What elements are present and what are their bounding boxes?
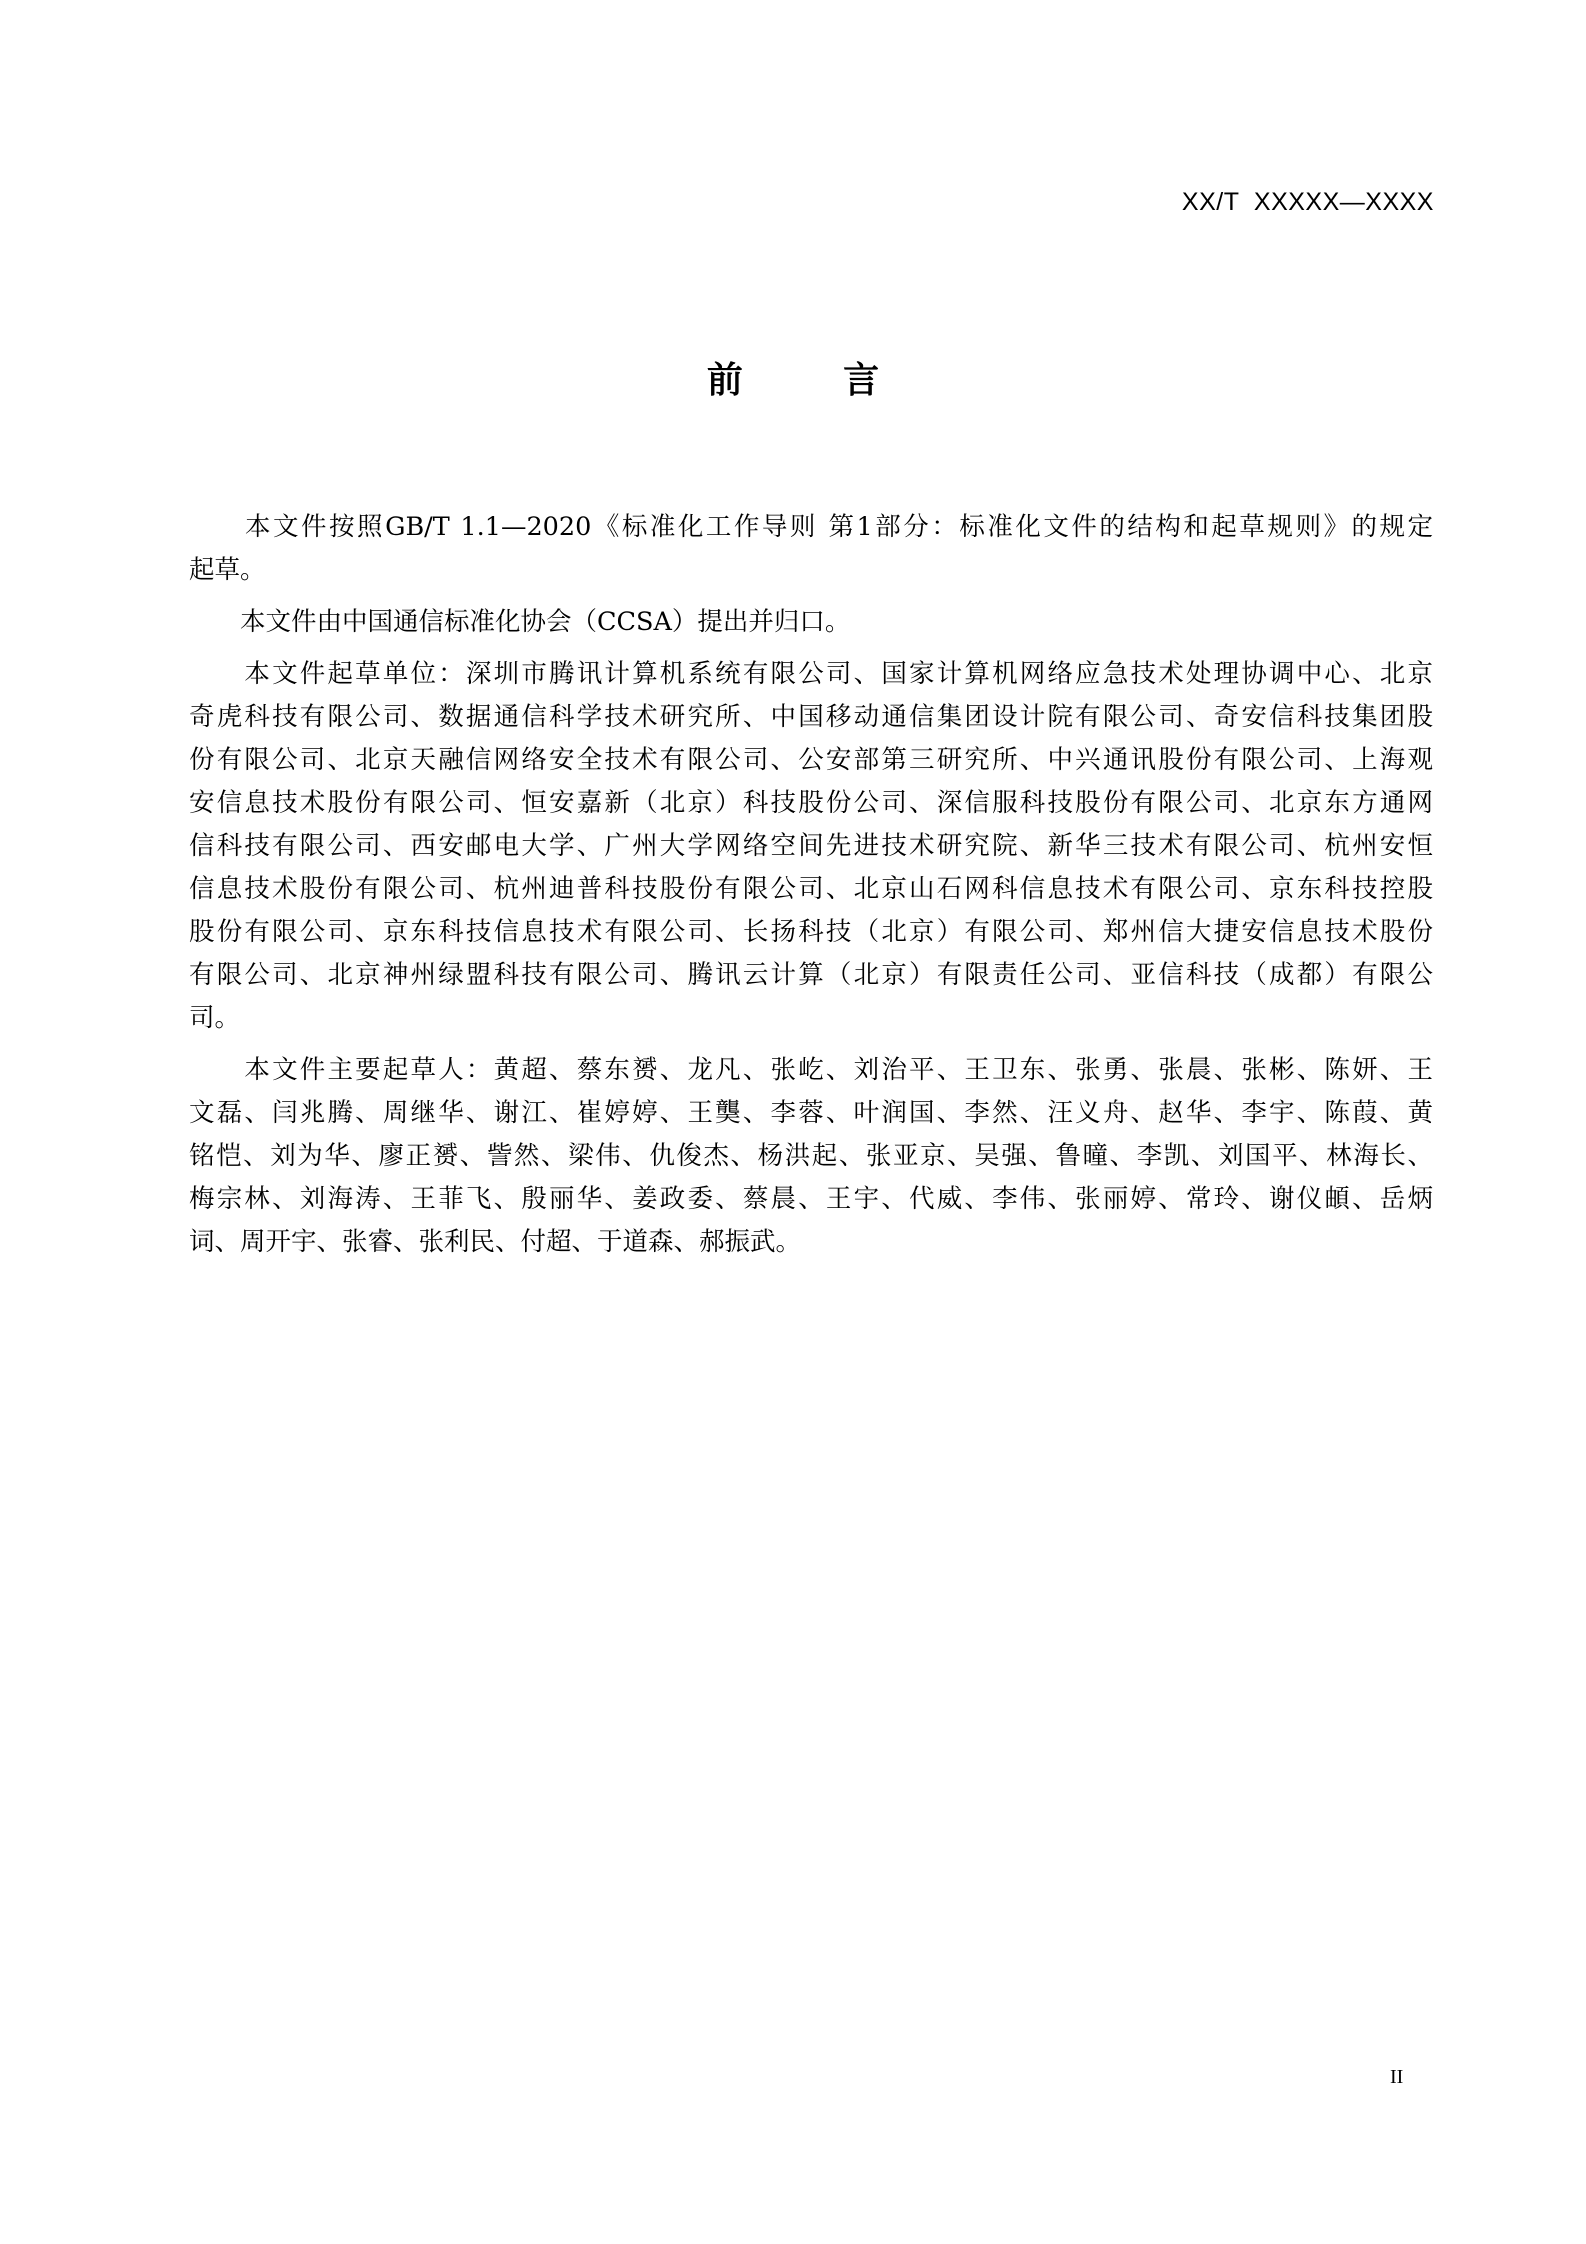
text-line: 有限公司、北京神州绿盟科技有限公司、腾讯云计算（北京）有限责任公司、亚信科技（成都）有限公 bbox=[189, 960, 1433, 990]
text-line: 本文件由中国通信标准化协会（CCSA）提出并归口。 bbox=[189, 607, 851, 637]
text-line: 份有限公司、北京天融信网络安全技术有限公司、公安部第三研究所、中兴通讯股份有限公司、上海观 bbox=[189, 745, 1433, 775]
page-number: II bbox=[1390, 2066, 1404, 2088]
standard-code-header: XX/T XXXXX—XXXX bbox=[1181, 188, 1434, 216]
text-line: 本文件主要起草人：黄超、蔡东赟、龙凡、张屹、刘治平、王卫东、张勇、张晨、张彬、陈妍、王 bbox=[189, 1055, 1433, 1085]
text-line: 铭恺、刘为华、廖正赟、訾然、梁伟、仇俊杰、杨洪起、张亚京、吴强、鲁曈、李凯、刘国平、林海长、 bbox=[189, 1141, 1433, 1171]
paragraph-main-drafters bbox=[189, 1049, 1433, 1264]
paragraph-proposer bbox=[189, 601, 1433, 644]
text-line: 安信息技术股份有限公司、恒安嘉新（北京）科技股份公司、深信服科技股份有限公司、北京东方通网 bbox=[189, 788, 1433, 818]
text-line: 本文件起草单位：深圳市腾讯计算机系统有限公司、国家计算机网络应急技术处理协调中心、北京 bbox=[189, 659, 1433, 689]
paragraph-drafting-units bbox=[189, 653, 1433, 1040]
page-title-foreword: 前 言 bbox=[706, 360, 880, 401]
paragraph-drafting-basis bbox=[189, 506, 1433, 592]
text-line: 司。 bbox=[189, 1003, 241, 1033]
text-line: 词、周开宇、张睿、张利民、付超、于道森、郝振武。 bbox=[189, 1227, 802, 1257]
text-line: 起草。 bbox=[189, 555, 266, 585]
foreword-body bbox=[189, 506, 1433, 1264]
text-line: 本文件按照GB/T 1.1—2020《标准化工作导则 第1部分：标准化文件的结构和起草规则》的规定 bbox=[189, 512, 1433, 542]
text-line: 股份有限公司、京东科技信息技术有限公司、长扬科技（北京）有限公司、郑州信大捷安信息技术股份 bbox=[189, 917, 1433, 947]
text-line: 奇虎科技有限公司、数据通信科学技术研究所、中国移动通信集团设计院有限公司、奇安信科技集团股 bbox=[189, 702, 1433, 732]
text-line: 信科技有限公司、西安邮电大学、广州大学网络空间先进技术研究院、新华三技术有限公司、杭州安恒 bbox=[189, 831, 1433, 861]
text-line: 梅宗林、刘海涛、王菲飞、殷丽华、姜政委、蔡晨、王宇、代威、李伟、张丽婷、常玲、谢仪頔、岳炳 bbox=[189, 1184, 1433, 1214]
text-line: 文磊、闫兆腾、周继华、谢江、崔婷婷、王龑、李蓉、叶润国、李然、汪义舟、赵华、李宇、陈葭、黄 bbox=[189, 1098, 1433, 1128]
text-line: 信息技术股份有限公司、杭州迪普科技股份有限公司、北京山石网科信息技术有限公司、京东科技控股 bbox=[189, 874, 1433, 904]
